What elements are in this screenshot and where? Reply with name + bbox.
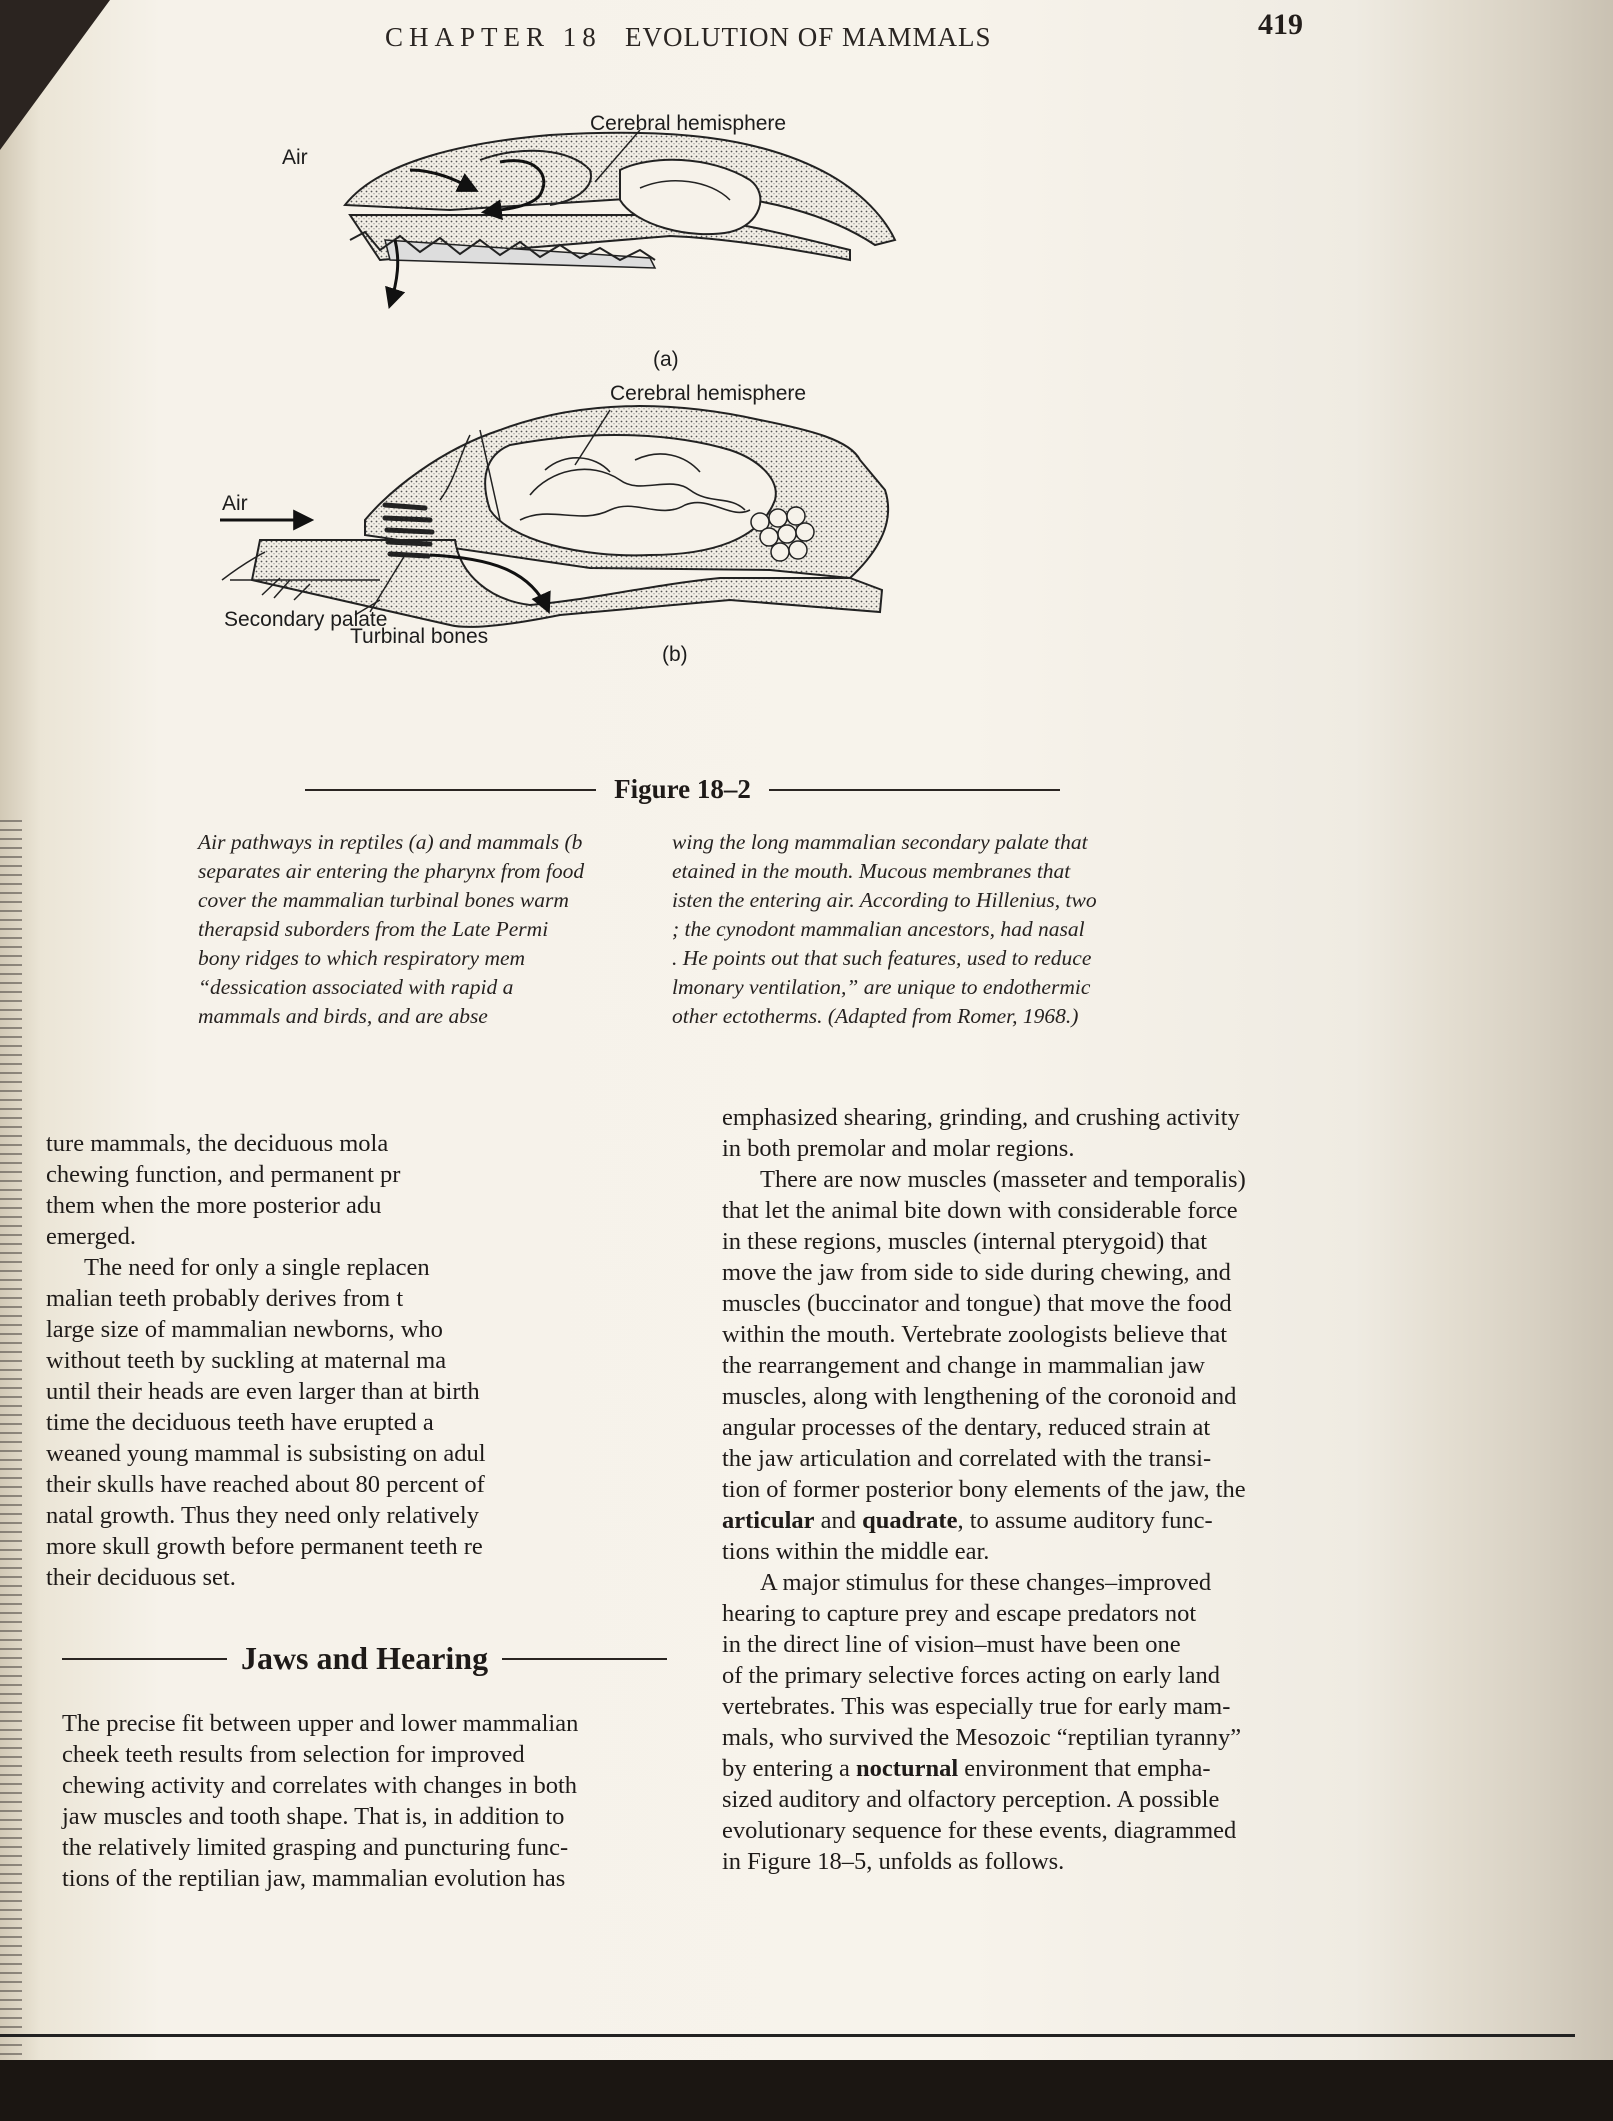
text-line: The precise fit between upper and lower mammalian bbox=[62, 1710, 579, 1737]
text-line: their skulls have reached about 80 percent of bbox=[46, 1471, 485, 1498]
panel-b-mammal-skull bbox=[220, 382, 888, 666]
label-panel-a: (a) bbox=[653, 348, 679, 371]
text-line: mals, who survived the Mesozoic “reptilian tyranny” bbox=[722, 1724, 1242, 1751]
label-panel-b: (b) bbox=[662, 643, 688, 666]
panel-a-reptile-skull bbox=[282, 112, 895, 371]
text-line: emerged. bbox=[46, 1223, 137, 1250]
text-line: move the jaw from side to side during chewing, and bbox=[722, 1259, 1231, 1286]
page-bottom-shadow bbox=[0, 2060, 1613, 2121]
label-turbinal-bones: Turbinal bones bbox=[350, 625, 489, 648]
text-line: wing the long mammalian secondary palate that bbox=[672, 830, 1088, 854]
text-line: natal growth. Thus they need only relatively bbox=[46, 1502, 479, 1529]
running-head bbox=[385, 22, 992, 53]
text-line: time the deciduous teeth have erupted a bbox=[46, 1409, 434, 1436]
running-head-title: EVOLUTION OF MAMMALS bbox=[625, 22, 992, 52]
label-secondary-palate: Secondary palate bbox=[224, 608, 388, 631]
text-line: in Figure 18–5, unfolds as follows. bbox=[722, 1848, 1065, 1875]
text-line: within the mouth. Vertebrate zoologists believe that bbox=[722, 1321, 1228, 1348]
text-fragment: environment that empha- bbox=[958, 1755, 1211, 1782]
text-line: There are now muscles (masseter and temporalis) bbox=[760, 1166, 1246, 1193]
text-line: The need for only a single replacen bbox=[84, 1254, 430, 1281]
text-line: ; the cynodont mammalian ancestors, had nasal bbox=[672, 917, 1085, 941]
text-line: of the primary selective forces acting on early land bbox=[722, 1662, 1220, 1689]
text-line: other ectotherms. (Adapted from Romer, 1968.) bbox=[672, 1004, 1079, 1028]
text-line: in the direct line of vision–must have been one bbox=[722, 1631, 1181, 1658]
text-line: weaned young mammal is subsisting on adul bbox=[46, 1440, 486, 1467]
bold-term: quadrate bbox=[862, 1507, 958, 1534]
text-line: etained in the mouth. Mucous membranes that bbox=[672, 859, 1071, 883]
text-line: bony ridges to which respiratory mem bbox=[198, 946, 526, 970]
figure-title: Figure 18–2 bbox=[614, 774, 751, 804]
left-column-bottom bbox=[62, 1708, 677, 1894]
text-line: the relatively limited grasping and puncturing func- bbox=[62, 1834, 569, 1861]
figure-caption-right bbox=[672, 828, 1182, 1031]
running-head-chapter: CHAPTER 18 bbox=[385, 22, 602, 52]
text-line: malian teeth probably derives from t bbox=[46, 1285, 404, 1312]
text-line: muscles, along with lengthening of the coronoid and bbox=[722, 1383, 1237, 1410]
text-line: their deciduous set. bbox=[46, 1564, 236, 1591]
text-line: that let the animal bite down with considerable force bbox=[722, 1197, 1238, 1224]
text-line: emphasized shearing, grinding, and crushing activity bbox=[722, 1104, 1240, 1131]
text-line: therapsid suborders from the Late Permi bbox=[198, 917, 549, 941]
heading-rule-right bbox=[502, 1658, 667, 1660]
page-number: 419 bbox=[1258, 8, 1303, 41]
bold-term: nocturnal bbox=[856, 1755, 959, 1782]
text-line bbox=[722, 1505, 1350, 1536]
page-binding-edge bbox=[0, 820, 22, 2100]
text-fragment: and bbox=[814, 1507, 863, 1534]
text-line: muscles (buccinator and tongue) that move the food bbox=[722, 1290, 1232, 1317]
text-line: angular processes of the dentary, reduced strain at bbox=[722, 1414, 1211, 1441]
text-fragment: , to assume auditory func- bbox=[957, 1507, 1213, 1534]
text-line: “dessication associated with rapid a bbox=[198, 975, 514, 999]
text-line: mammals and birds, and are abse bbox=[198, 1004, 488, 1028]
text-line: until their heads are even larger than at birth bbox=[46, 1378, 480, 1405]
bottom-rule bbox=[0, 2034, 1575, 2037]
text-line: lmonary ventilation,” are unique to endothermic bbox=[672, 975, 1091, 999]
figure-title-row bbox=[305, 774, 1060, 805]
text-line: more skull growth before permanent teeth re bbox=[46, 1533, 483, 1560]
bold-term: articular bbox=[722, 1507, 815, 1534]
text-line: separates air entering the pharynx from food bbox=[198, 859, 585, 883]
text-line: jaw muscles and tooth shape. That is, in addition to bbox=[62, 1803, 565, 1830]
text-line: evolutionary sequence for these events, diagrammed bbox=[722, 1817, 1237, 1844]
heading-rule-left bbox=[62, 1658, 227, 1660]
text-line: without teeth by suckling at maternal ma bbox=[46, 1347, 447, 1374]
text-line: them when the more posterior adu bbox=[46, 1192, 382, 1219]
skull-diagram bbox=[222, 100, 1070, 760]
figure-title-rule-left bbox=[305, 789, 596, 791]
text-line: isten the entering air. According to Hillenius, two bbox=[672, 888, 1097, 912]
text-line: in both premolar and molar regions. bbox=[722, 1135, 1075, 1162]
text-line: the rearrangement and change in mammalian jaw bbox=[722, 1352, 1205, 1379]
text-line: chewing activity and correlates with changes in both bbox=[62, 1772, 578, 1799]
text-line: vertebrates. This was especially true for early mam- bbox=[722, 1693, 1231, 1720]
text-line: hearing to capture prey and escape predators not bbox=[722, 1600, 1197, 1627]
text-line: Air pathways in reptiles (a) and mammals (b bbox=[198, 830, 583, 854]
text-line: cover the mammalian turbinal bones warm bbox=[198, 888, 569, 912]
text-line: ture mammals, the deciduous mola bbox=[46, 1130, 389, 1157]
text-line: large size of mammalian newborns, who bbox=[46, 1316, 443, 1343]
section-heading: Jaws and Hearing bbox=[240, 1640, 489, 1676]
text-line: the jaw articulation and correlated with the transi- bbox=[722, 1445, 1212, 1472]
label-cerebral-b: Cerebral hemisphere bbox=[610, 382, 807, 405]
text-line bbox=[722, 1753, 1350, 1784]
text-line: A major stimulus for these changes–improved bbox=[760, 1569, 1212, 1596]
label-air-a: Air bbox=[282, 146, 308, 169]
text-line: tions within the middle ear. bbox=[722, 1538, 990, 1565]
text-line: in these regions, muscles (internal pterygoid) that bbox=[722, 1228, 1208, 1255]
section-heading-row bbox=[62, 1640, 667, 1677]
text-line: tions of the reptilian jaw, mammalian evolution has bbox=[62, 1865, 566, 1892]
page-corner-fold bbox=[0, 0, 110, 150]
text-line: cheek teeth results from selection for improved bbox=[62, 1741, 525, 1768]
right-column bbox=[722, 1102, 1350, 1877]
figure-title-rule-right bbox=[769, 789, 1060, 791]
label-cerebral-a: Cerebral hemisphere bbox=[590, 112, 787, 135]
text-line: . He points out that such features, used to reduce bbox=[672, 946, 1092, 970]
text-line: sized auditory and olfactory perception. A possible bbox=[722, 1786, 1220, 1813]
text-line: chewing function, and permanent pr bbox=[46, 1161, 401, 1188]
label-air-b: Air bbox=[222, 492, 248, 515]
figure-caption-left bbox=[198, 828, 623, 1031]
left-column-top bbox=[46, 1128, 516, 1593]
figure-18-2 bbox=[222, 100, 1070, 760]
text-fragment: by entering a bbox=[722, 1755, 857, 1782]
text-line: tion of former posterior bony elements of the jaw, the bbox=[722, 1476, 1246, 1503]
